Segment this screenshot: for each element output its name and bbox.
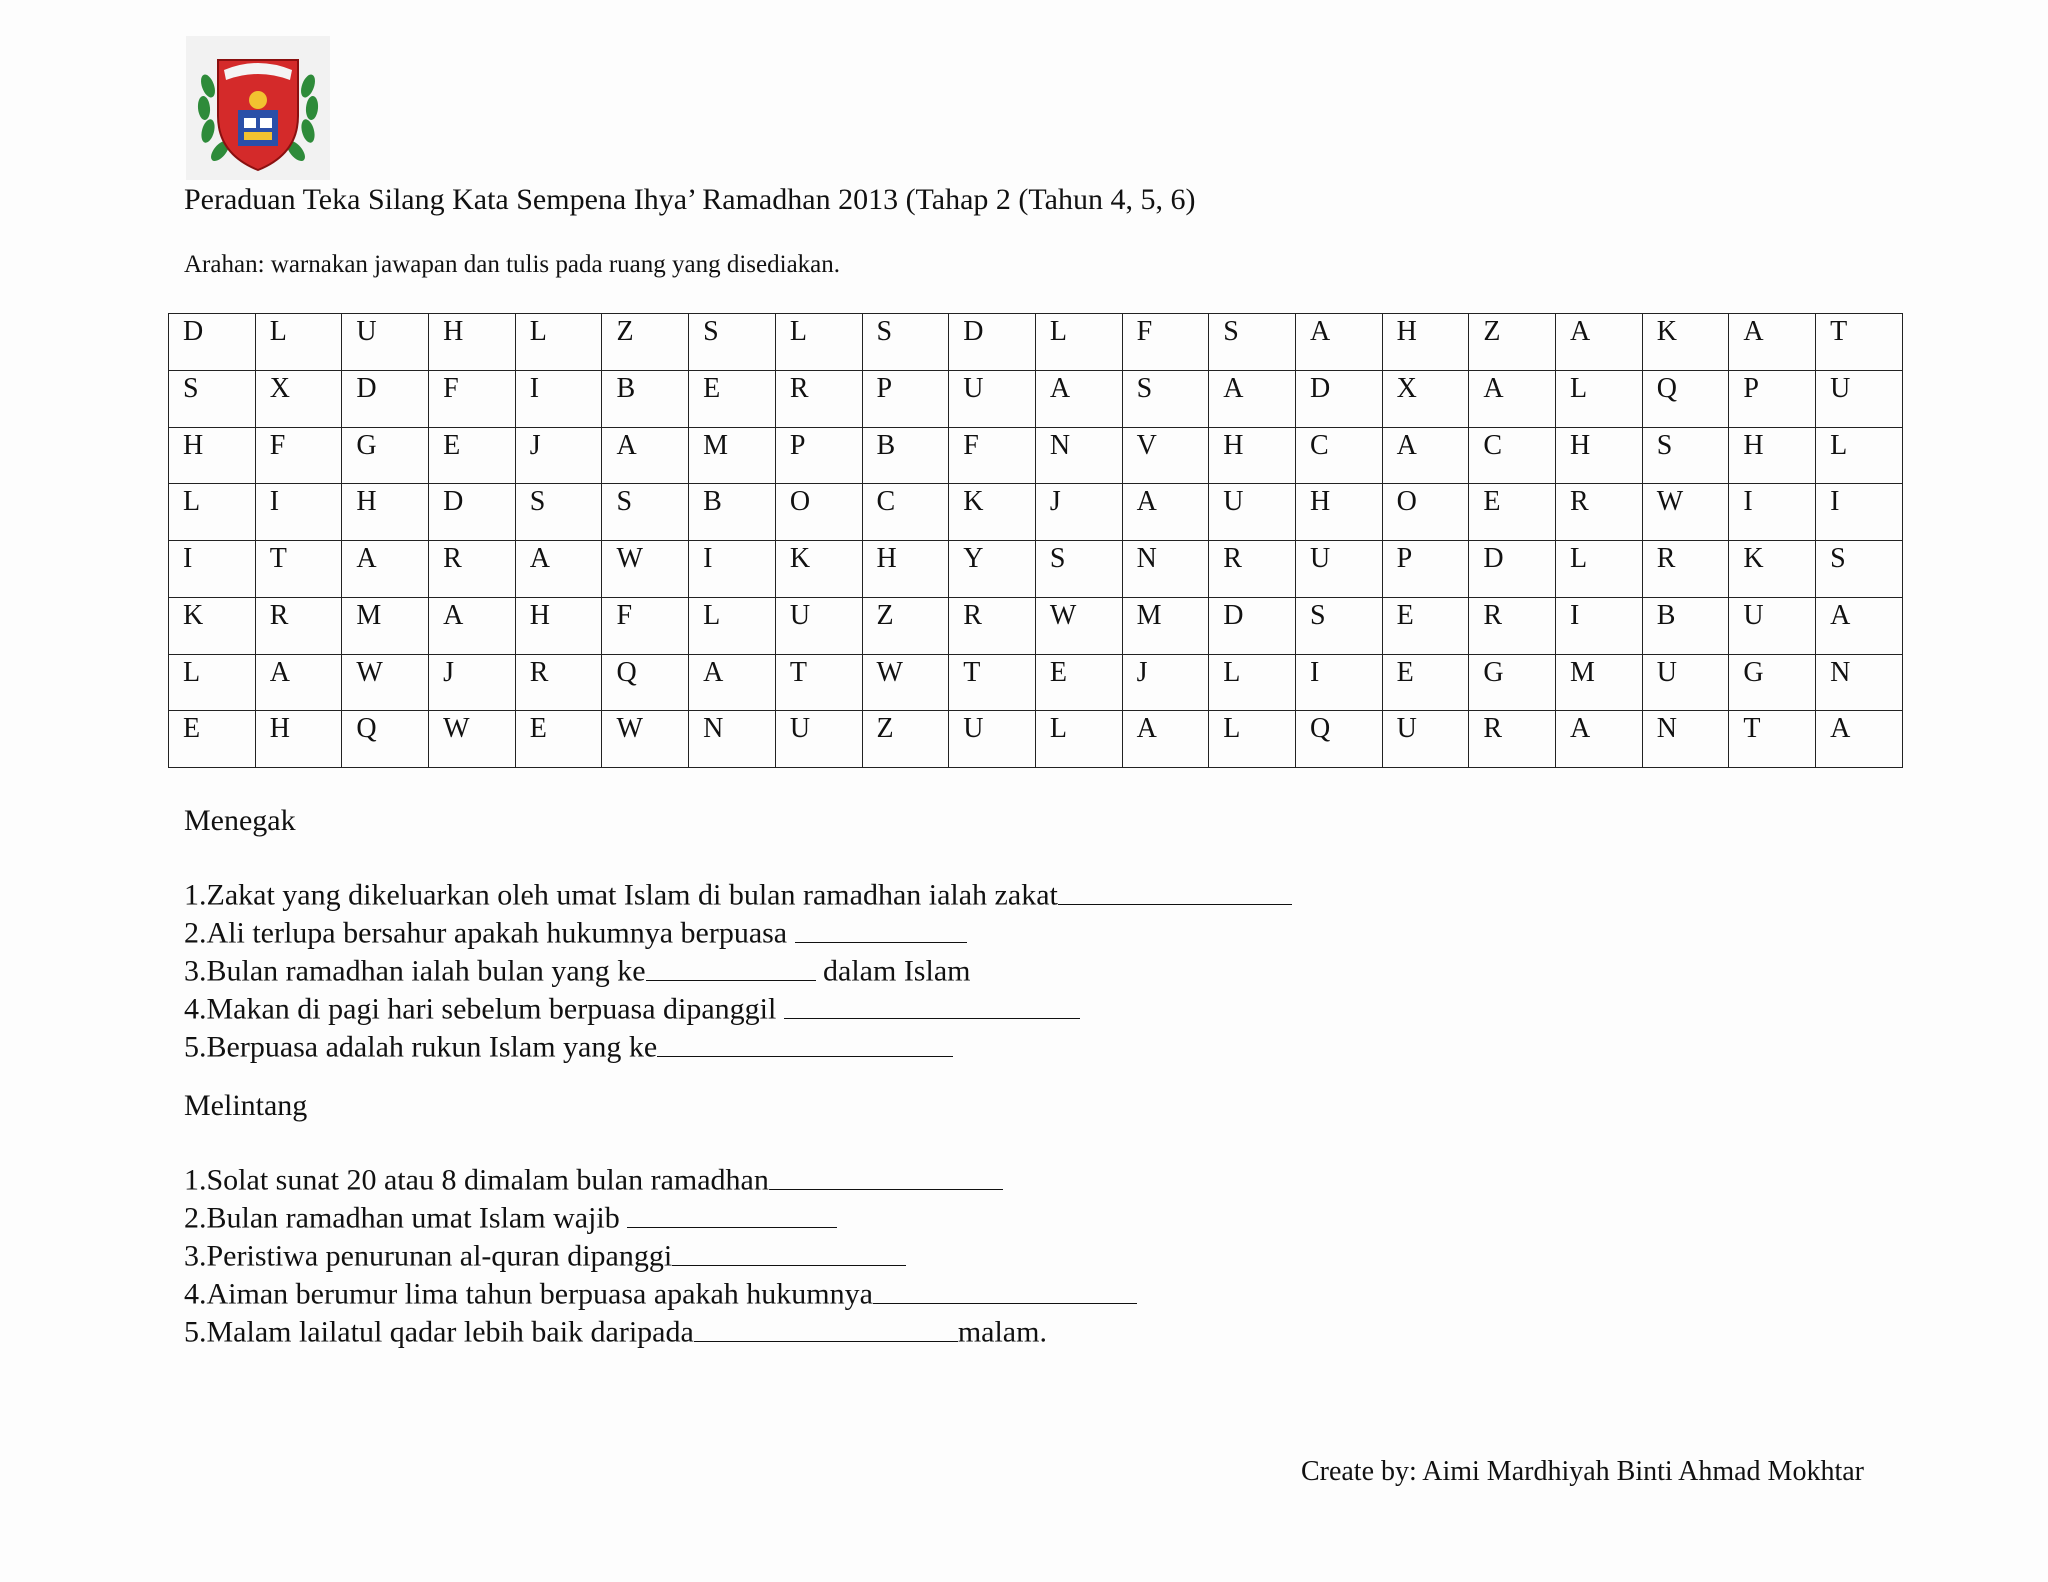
- question-text: 3.Bulan ramadhan ialah bulan yang ke: [184, 954, 646, 988]
- grid-row: [169, 314, 1903, 371]
- grid-cell[interactable]: J: [515, 427, 602, 484]
- grid-cell[interactable]: Z: [1469, 314, 1556, 371]
- grid-cell[interactable]: I: [169, 541, 256, 598]
- answer-blank[interactable]: [646, 951, 816, 981]
- grid-cell[interactable]: L: [1556, 370, 1643, 427]
- grid-cell[interactable]: H: [1729, 427, 1816, 484]
- grid-cell[interactable]: R: [1556, 484, 1643, 541]
- grid-cell[interactable]: R: [1469, 711, 1556, 768]
- menegak-question-list: [184, 875, 1292, 1065]
- grid-cell[interactable]: R: [1642, 541, 1729, 598]
- grid-cell[interactable]: U: [1295, 541, 1382, 598]
- grid-cell[interactable]: A: [1556, 314, 1643, 371]
- grid-cell[interactable]: H: [862, 541, 949, 598]
- grid-cell[interactable]: A: [1209, 370, 1296, 427]
- grid-cell[interactable]: T: [255, 541, 342, 598]
- grid-cell[interactable]: R: [255, 597, 342, 654]
- grid-cell[interactable]: F: [255, 427, 342, 484]
- grid-cell[interactable]: D: [1209, 597, 1296, 654]
- grid-cell[interactable]: D: [429, 484, 516, 541]
- question-text: 3.Peristiwa penurunan al-quran dipanggi: [184, 1239, 673, 1273]
- grid-cell[interactable]: S: [515, 484, 602, 541]
- grid-cell[interactable]: I: [1729, 484, 1816, 541]
- grid-cell[interactable]: O: [775, 484, 862, 541]
- grid-cell[interactable]: I: [689, 541, 776, 598]
- grid-cell[interactable]: S: [1295, 597, 1382, 654]
- grid-cell[interactable]: A: [1816, 597, 1903, 654]
- grid-cell[interactable]: Z: [862, 711, 949, 768]
- answer-blank[interactable]: [1058, 875, 1292, 905]
- answer-blank[interactable]: [873, 1274, 1137, 1304]
- grid-cell[interactable]: A: [1816, 711, 1903, 768]
- grid-cell[interactable]: D: [169, 314, 256, 371]
- grid-cell[interactable]: D: [949, 314, 1036, 371]
- grid-cell[interactable]: W: [862, 654, 949, 711]
- grid-cell[interactable]: I: [1816, 484, 1903, 541]
- grid-cell[interactable]: P: [862, 370, 949, 427]
- grid-cell[interactable]: J: [1122, 654, 1209, 711]
- grid-cell[interactable]: B: [689, 484, 776, 541]
- grid-cell[interactable]: W: [342, 654, 429, 711]
- answer-blank[interactable]: [769, 1160, 1003, 1190]
- grid-cell[interactable]: V: [1122, 427, 1209, 484]
- grid-cell[interactable]: I: [255, 484, 342, 541]
- grid-cell[interactable]: D: [342, 370, 429, 427]
- grid-row: [169, 654, 1903, 711]
- grid-cell[interactable]: E: [515, 711, 602, 768]
- grid-cell[interactable]: B: [602, 370, 689, 427]
- grid-cell[interactable]: A: [602, 427, 689, 484]
- answer-blank[interactable]: [795, 913, 967, 943]
- grid-cell[interactable]: W: [429, 711, 516, 768]
- grid-cell[interactable]: F: [949, 427, 1036, 484]
- grid-cell[interactable]: E: [1382, 654, 1469, 711]
- grid-cell[interactable]: D: [1295, 370, 1382, 427]
- grid-cell[interactable]: M: [689, 427, 776, 484]
- instruction-text: Arahan: warnakan jawapan dan tulis pada ruang yang disediakan.: [184, 251, 841, 278]
- grid-cell[interactable]: C: [862, 484, 949, 541]
- grid-cell[interactable]: A: [1729, 314, 1816, 371]
- answer-blank[interactable]: [672, 1236, 906, 1266]
- grid-cell[interactable]: E: [429, 427, 516, 484]
- grid-cell[interactable]: N: [1122, 541, 1209, 598]
- grid-cell[interactable]: L: [255, 314, 342, 371]
- question-suffix: malam.: [957, 1315, 1047, 1349]
- grid-cell[interactable]: U: [1816, 370, 1903, 427]
- grid-cell[interactable]: H: [342, 484, 429, 541]
- grid-cell[interactable]: E: [1382, 597, 1469, 654]
- grid-row: [169, 711, 1903, 768]
- grid-cell[interactable]: F: [1122, 314, 1209, 371]
- grid-cell[interactable]: S: [1816, 541, 1903, 598]
- question-text: 1.Solat sunat 20 atau 8 dimalam bulan ramadhan: [184, 1163, 769, 1197]
- question-text: 5.Berpuasa adalah rukun Islam yang ke: [184, 1030, 658, 1064]
- question-item: [184, 1312, 1137, 1350]
- grid-cell[interactable]: F: [602, 597, 689, 654]
- grid-cell[interactable]: Q: [602, 654, 689, 711]
- grid-cell[interactable]: U: [1209, 484, 1296, 541]
- grid-cell[interactable]: N: [1642, 711, 1729, 768]
- grid-cell[interactable]: A: [1122, 484, 1209, 541]
- grid-cell[interactable]: Z: [862, 597, 949, 654]
- question-text: 5.Malam lailatul qadar lebih baik daripada: [184, 1315, 694, 1349]
- grid-cell[interactable]: S: [1035, 541, 1122, 598]
- grid-cell[interactable]: L: [169, 654, 256, 711]
- word-search-grid: [168, 313, 1903, 768]
- question-text: 2.Bulan ramadhan umat Islam wajib: [184, 1201, 628, 1235]
- grid-cell[interactable]: S: [602, 484, 689, 541]
- grid-cell[interactable]: R: [775, 370, 862, 427]
- grid-cell[interactable]: M: [1556, 654, 1643, 711]
- grid-cell[interactable]: G: [342, 427, 429, 484]
- grid-cell[interactable]: B: [862, 427, 949, 484]
- question-item: [184, 1236, 1137, 1274]
- grid-cell[interactable]: L: [775, 314, 862, 371]
- question-text: 2.Ali terlupa bersahur apakah hukumnya berpuasa: [184, 916, 795, 950]
- grid-cell[interactable]: G: [1729, 654, 1816, 711]
- grid-cell[interactable]: A: [342, 541, 429, 598]
- grid-cell[interactable]: N: [689, 711, 776, 768]
- grid-cell[interactable]: J: [1035, 484, 1122, 541]
- grid-cell[interactable]: R: [429, 541, 516, 598]
- grid-cell[interactable]: S: [862, 314, 949, 371]
- grid-cell[interactable]: X: [255, 370, 342, 427]
- grid-cell[interactable]: T: [775, 654, 862, 711]
- grid-cell[interactable]: A: [1469, 370, 1556, 427]
- grid-cell[interactable]: A: [1122, 711, 1209, 768]
- grid-cell[interactable]: U: [1382, 711, 1469, 768]
- grid-cell[interactable]: H: [1295, 484, 1382, 541]
- grid-cell[interactable]: H: [429, 314, 516, 371]
- grid-cell[interactable]: L: [515, 314, 602, 371]
- grid-cell[interactable]: S: [1642, 427, 1729, 484]
- grid-cell[interactable]: S: [1122, 370, 1209, 427]
- grid-cell[interactable]: A: [1295, 314, 1382, 371]
- melintang-question-list: [184, 1160, 1137, 1350]
- grid-cell[interactable]: L: [1209, 711, 1296, 768]
- grid-cell[interactable]: Q: [1295, 711, 1382, 768]
- grid-cell[interactable]: Y: [949, 541, 1036, 598]
- grid-cell[interactable]: A: [1382, 427, 1469, 484]
- grid-cell[interactable]: U: [1642, 654, 1729, 711]
- grid-cell[interactable]: T: [1816, 314, 1903, 371]
- melintang-heading: Melintang: [184, 1089, 308, 1122]
- school-crest-icon: [186, 36, 330, 180]
- grid-cell[interactable]: I: [1556, 597, 1643, 654]
- answer-blank[interactable]: [694, 1312, 958, 1342]
- grid-cell[interactable]: C: [1469, 427, 1556, 484]
- question-item: [184, 913, 1292, 951]
- grid-cell[interactable]: K: [949, 484, 1036, 541]
- grid-cell[interactable]: W: [1642, 484, 1729, 541]
- grid-cell[interactable]: P: [775, 427, 862, 484]
- grid-cell[interactable]: P: [1729, 370, 1816, 427]
- grid-cell[interactable]: A: [429, 597, 516, 654]
- question-item: [184, 875, 1292, 913]
- grid-cell[interactable]: K: [1729, 541, 1816, 598]
- grid-cell[interactable]: H: [515, 597, 602, 654]
- grid-cell[interactable]: U: [949, 370, 1036, 427]
- answer-blank[interactable]: [657, 1027, 953, 1057]
- grid-cell[interactable]: T: [949, 654, 1036, 711]
- grid-cell[interactable]: H: [1382, 314, 1469, 371]
- grid-cell[interactable]: L: [1209, 654, 1296, 711]
- grid-cell[interactable]: R: [515, 654, 602, 711]
- grid-cell[interactable]: Z: [602, 314, 689, 371]
- question-item: [184, 1274, 1137, 1312]
- grid-cell[interactable]: W: [602, 541, 689, 598]
- grid-cell[interactable]: L: [1035, 314, 1122, 371]
- grid-cell[interactable]: Q: [342, 711, 429, 768]
- grid-cell[interactable]: R: [1469, 597, 1556, 654]
- grid-cell[interactable]: L: [689, 597, 776, 654]
- grid-cell[interactable]: A: [689, 654, 776, 711]
- page-title: Peraduan Teka Silang Kata Sempena Ihya’ Ramadhan 2013 (Tahap 2 (Tahun 4, 5, 6): [184, 183, 1196, 216]
- question-item: [184, 951, 1292, 989]
- grid-cell[interactable]: K: [775, 541, 862, 598]
- grid-cell[interactable]: J: [429, 654, 516, 711]
- grid-cell[interactable]: Q: [1642, 370, 1729, 427]
- grid-row: [169, 484, 1903, 541]
- grid-cell[interactable]: A: [515, 541, 602, 598]
- grid-cell[interactable]: D: [1469, 541, 1556, 598]
- answer-blank[interactable]: [627, 1198, 837, 1228]
- grid-cell[interactable]: N: [1035, 427, 1122, 484]
- grid-cell[interactable]: M: [342, 597, 429, 654]
- grid-cell[interactable]: H: [169, 427, 256, 484]
- grid-cell[interactable]: E: [689, 370, 776, 427]
- grid-cell[interactable]: L: [169, 484, 256, 541]
- grid-cell[interactable]: K: [1642, 314, 1729, 371]
- grid-cell[interactable]: H: [1209, 427, 1296, 484]
- grid-cell[interactable]: U: [342, 314, 429, 371]
- grid-cell[interactable]: H: [255, 711, 342, 768]
- grid-cell[interactable]: W: [602, 711, 689, 768]
- question-text: 4.Aiman berumur lima tahun berpuasa apakah hukumnya: [184, 1277, 873, 1311]
- grid-cell[interactable]: F: [429, 370, 516, 427]
- grid-cell[interactable]: H: [1556, 427, 1643, 484]
- grid-cell[interactable]: R: [1209, 541, 1296, 598]
- grid-cell[interactable]: B: [1642, 597, 1729, 654]
- menegak-heading: Menegak: [184, 804, 296, 837]
- grid-cell[interactable]: A: [1556, 711, 1643, 768]
- grid-cell[interactable]: S: [1209, 314, 1296, 371]
- grid-row: [169, 370, 1903, 427]
- grid-cell[interactable]: W: [1035, 597, 1122, 654]
- grid-cell[interactable]: U: [949, 711, 1036, 768]
- grid-cell[interactable]: G: [1469, 654, 1556, 711]
- grid-cell[interactable]: U: [1729, 597, 1816, 654]
- question-suffix: dalam Islam: [815, 954, 971, 988]
- grid-row: [169, 541, 1903, 598]
- grid-cell[interactable]: L: [1556, 541, 1643, 598]
- grid-cell[interactable]: N: [1816, 654, 1903, 711]
- grid-cell[interactable]: E: [169, 711, 256, 768]
- grid-cell[interactable]: E: [1035, 654, 1122, 711]
- grid-cell[interactable]: C: [1295, 427, 1382, 484]
- grid-cell[interactable]: R: [949, 597, 1036, 654]
- grid-cell[interactable]: U: [775, 597, 862, 654]
- grid-cell[interactable]: A: [1035, 370, 1122, 427]
- question-item: [184, 1160, 1137, 1198]
- grid-cell[interactable]: A: [255, 654, 342, 711]
- question-text: 1.Zakat yang dikeluarkan oleh umat Islam di bulan ramadhan ialah zakat: [184, 878, 1058, 912]
- grid-cell[interactable]: U: [775, 711, 862, 768]
- grid-cell[interactable]: S: [169, 370, 256, 427]
- grid-row: [169, 427, 1903, 484]
- question-item: [184, 1198, 1137, 1236]
- grid-cell[interactable]: S: [689, 314, 776, 371]
- grid-row: [169, 597, 1903, 654]
- grid-cell[interactable]: I: [1295, 654, 1382, 711]
- grid-cell[interactable]: I: [515, 370, 602, 427]
- grid-cell[interactable]: L: [1035, 711, 1122, 768]
- grid-cell[interactable]: O: [1382, 484, 1469, 541]
- grid-cell[interactable]: E: [1469, 484, 1556, 541]
- author-credit: Create by: Aimi Mardhiyah Binti Ahmad Mokhtar: [1300, 1456, 1864, 1487]
- grid-cell[interactable]: P: [1382, 541, 1469, 598]
- question-item: [184, 1027, 1292, 1065]
- grid-cell[interactable]: X: [1382, 370, 1469, 427]
- grid-cell[interactable]: L: [1816, 427, 1903, 484]
- grid-cell[interactable]: T: [1729, 711, 1816, 768]
- question-item: [184, 989, 1292, 1027]
- grid-cell[interactable]: M: [1122, 597, 1209, 654]
- question-text: 4.Makan di pagi hari sebelum berpuasa dipanggil: [184, 992, 784, 1026]
- grid-cell[interactable]: K: [169, 597, 256, 654]
- answer-blank[interactable]: [784, 989, 1080, 1019]
